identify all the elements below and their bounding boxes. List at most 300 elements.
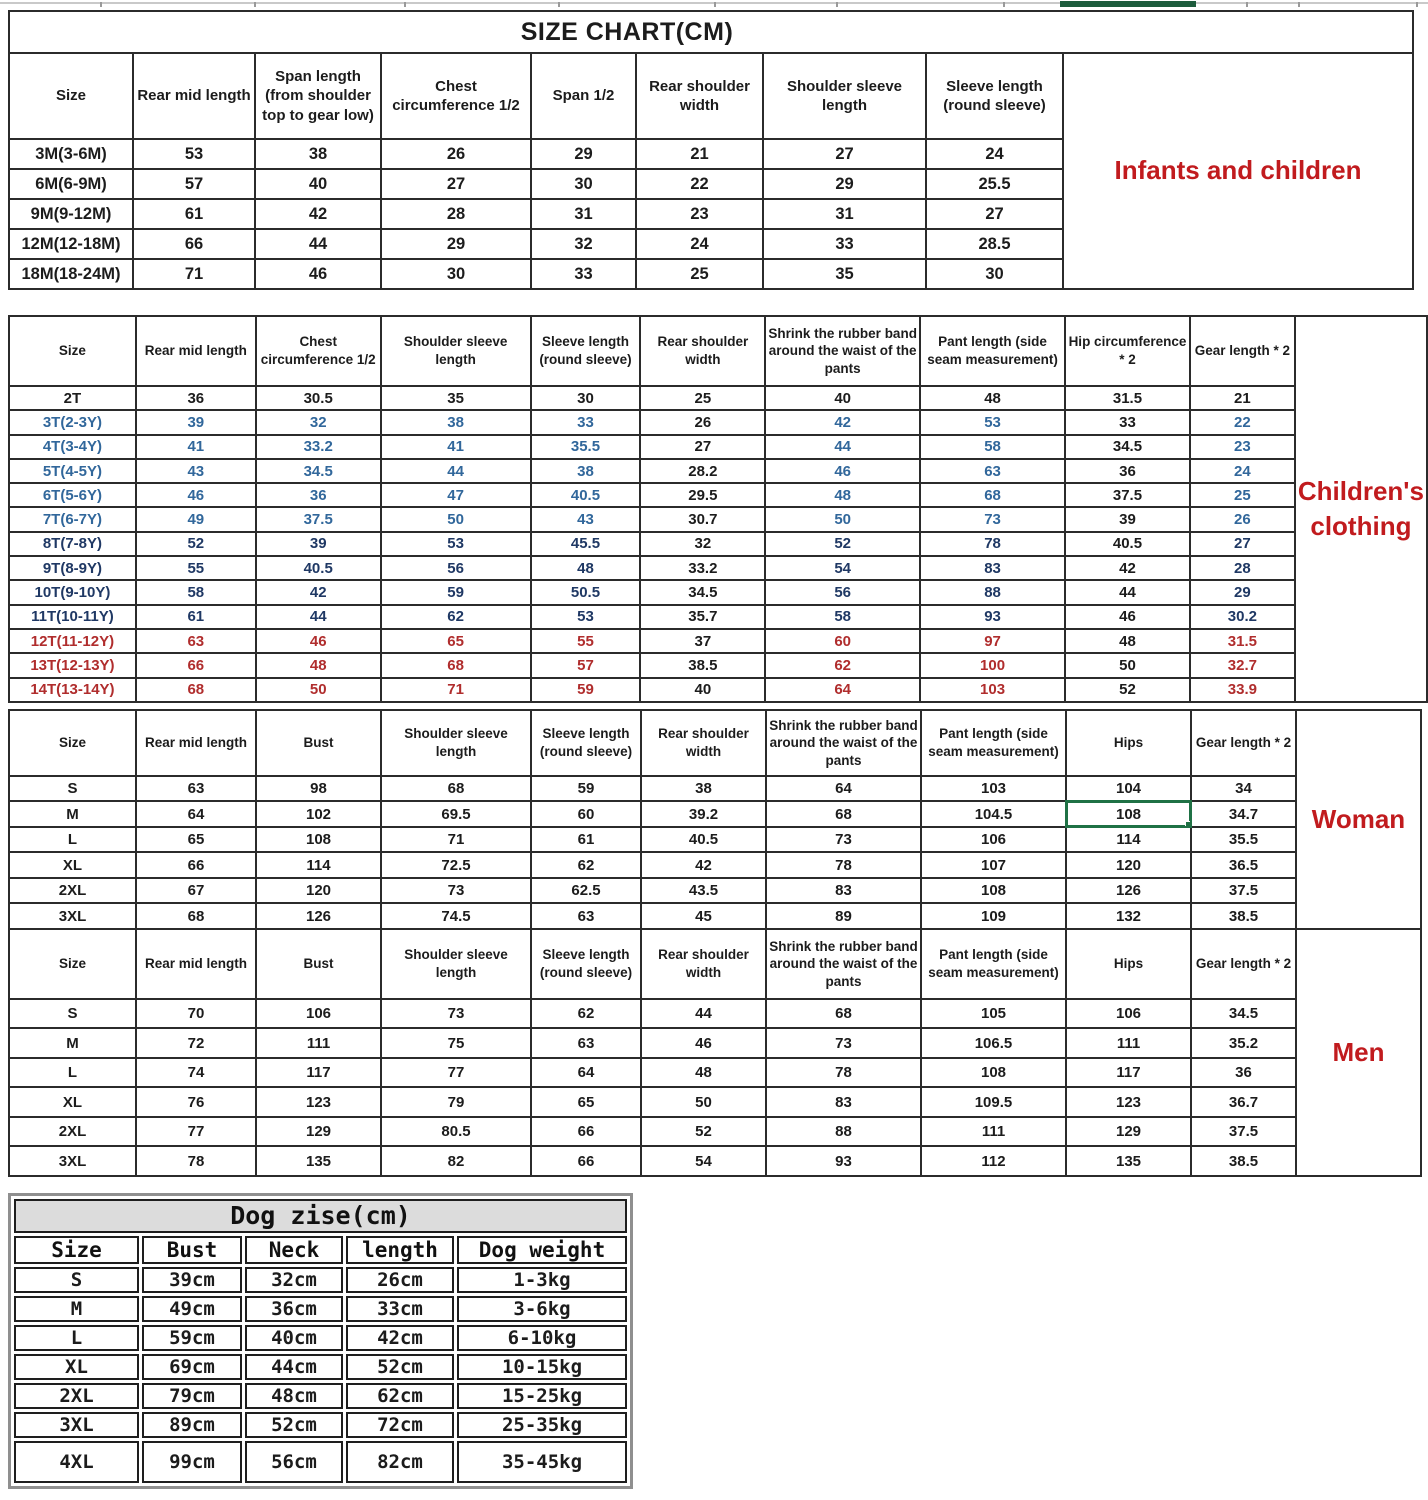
- value-cell: 108: [256, 827, 381, 853]
- value-cell: 48: [641, 1058, 766, 1088]
- row-size-cell: 3XL: [14, 1412, 139, 1438]
- gridline-tick: [836, 2, 838, 7]
- value-cell: 21: [1190, 386, 1295, 410]
- value-cell: 10-15kg: [457, 1354, 627, 1380]
- value-cell: 62: [531, 999, 641, 1029]
- row-size-cell: 3T(2-3Y): [9, 410, 136, 434]
- value-cell: 64: [531, 1058, 641, 1088]
- value-cell: 35.7: [640, 605, 765, 629]
- value-cell: 36: [256, 483, 381, 507]
- value-cell: 58: [920, 435, 1065, 459]
- row-size-cell: 3XL: [9, 1146, 136, 1176]
- value-cell: 106: [256, 999, 381, 1029]
- table-row: [9, 580, 1427, 604]
- category-label: Children's clothing: [1295, 316, 1427, 702]
- value-cell: 50.5: [531, 580, 641, 604]
- value-cell: 28: [381, 199, 531, 229]
- table-row: [9, 386, 1427, 410]
- dog-size-table: [8, 1193, 633, 1489]
- value-cell: 70: [136, 999, 256, 1029]
- value-cell: 43: [136, 459, 256, 483]
- table-row: [14, 1267, 627, 1293]
- value-cell: 43.5: [641, 878, 766, 904]
- value-cell: 65: [531, 1087, 641, 1117]
- column-header: Pant length (side seam measurement): [921, 929, 1066, 999]
- value-cell: 25: [636, 259, 763, 289]
- value-cell: 77: [381, 1058, 531, 1088]
- value-cell: 40: [765, 386, 920, 410]
- value-cell: 66: [531, 1146, 641, 1176]
- value-cell: 32: [256, 410, 381, 434]
- value-cell: 34.5: [256, 459, 381, 483]
- value-cell: 98: [256, 776, 381, 802]
- value-cell: 33: [1065, 410, 1190, 434]
- value-cell: 46: [1065, 605, 1190, 629]
- value-cell: 44: [256, 605, 381, 629]
- value-cell: 59cm: [142, 1325, 242, 1351]
- value-cell: 74: [136, 1058, 256, 1088]
- value-cell: 135: [1066, 1146, 1191, 1176]
- value-cell: 28: [1190, 556, 1295, 580]
- value-cell: 38: [641, 776, 766, 802]
- table-row: [14, 1441, 627, 1483]
- column-header: Shoulder sleeve length: [381, 929, 531, 999]
- value-cell: 62cm: [346, 1383, 454, 1409]
- value-cell: 129: [256, 1117, 381, 1147]
- table-row: [9, 1087, 1421, 1117]
- value-cell: 60: [765, 629, 920, 653]
- value-cell: 38.5: [1191, 903, 1296, 929]
- value-cell: 65: [381, 629, 531, 653]
- value-cell: 102: [256, 801, 381, 827]
- value-cell: 71: [381, 678, 531, 702]
- row-size-cell: XL: [14, 1354, 139, 1380]
- value-cell: 33: [763, 229, 926, 259]
- category-label: Infants and children: [1063, 53, 1413, 289]
- value-cell: 62.5: [531, 878, 641, 904]
- value-cell: 44: [765, 435, 920, 459]
- row-size-cell: 14T(13-14Y): [9, 678, 136, 702]
- column-header: Sleeve length (round sleeve): [926, 53, 1063, 139]
- value-cell: 78: [136, 1146, 256, 1176]
- row-size-cell: 2XL: [14, 1383, 139, 1409]
- value-cell: 50: [381, 507, 531, 531]
- table-row: [9, 1028, 1421, 1058]
- value-cell: 111: [256, 1028, 381, 1058]
- value-cell: 57: [531, 653, 641, 677]
- value-cell: 27: [640, 435, 765, 459]
- value-cell: 39: [1065, 507, 1190, 531]
- table-row: [9, 410, 1427, 434]
- column-header: Rear shoulder width: [640, 316, 765, 386]
- value-cell: 6-10kg: [457, 1325, 627, 1351]
- value-cell: 48: [920, 386, 1065, 410]
- table-row: [9, 629, 1427, 653]
- value-cell: 52cm: [245, 1412, 343, 1438]
- row-size-cell: 11T(10-11Y): [9, 605, 136, 629]
- value-cell: 62: [381, 605, 531, 629]
- value-cell: 64: [766, 776, 921, 802]
- value-cell: 103: [920, 678, 1065, 702]
- value-cell: 50: [765, 507, 920, 531]
- value-cell: 78: [920, 532, 1065, 556]
- value-cell: 55: [531, 629, 641, 653]
- table-row: [9, 999, 1421, 1029]
- gridline-tick: [404, 2, 406, 7]
- value-cell: 63: [136, 629, 256, 653]
- row-size-cell: 2XL: [9, 878, 136, 904]
- value-cell: 71: [133, 259, 255, 289]
- column-header: Rear mid length: [136, 316, 256, 386]
- value-cell: 57: [133, 169, 255, 199]
- value-cell: 76: [136, 1087, 256, 1117]
- value-cell: 33: [531, 259, 636, 289]
- value-cell: 68: [136, 678, 256, 702]
- value-cell: 50: [641, 1087, 766, 1117]
- column-header: Sleeve length (round sleeve): [531, 316, 641, 386]
- table-row: [9, 1117, 1421, 1147]
- value-cell: 123: [256, 1087, 381, 1117]
- value-cell: 120: [256, 878, 381, 904]
- value-cell: 41: [381, 435, 531, 459]
- value-cell: 66: [136, 852, 256, 878]
- value-cell: 24: [926, 139, 1063, 169]
- value-cell: 108: [921, 1058, 1066, 1088]
- value-cell: 32: [640, 532, 765, 556]
- row-size-cell: L: [9, 1058, 136, 1088]
- column-header: Span 1/2: [531, 53, 636, 139]
- table-row: [9, 653, 1427, 677]
- value-cell: 123: [1066, 1087, 1191, 1117]
- column-header: Bust: [142, 1236, 242, 1264]
- value-cell: 46: [255, 259, 381, 289]
- value-cell: 120: [1066, 852, 1191, 878]
- value-cell: 36: [1065, 459, 1190, 483]
- category-label: Woman: [1296, 710, 1421, 929]
- column-header: Size: [9, 929, 136, 999]
- row-size-cell: 2XL: [9, 1117, 136, 1147]
- value-cell: 65: [136, 827, 256, 853]
- value-cell: 42: [255, 199, 381, 229]
- column-header: Rear mid length: [136, 710, 256, 776]
- value-cell: 55: [136, 556, 256, 580]
- value-cell: 36cm: [245, 1296, 343, 1322]
- table-row: [9, 678, 1427, 702]
- value-cell: 38: [381, 410, 531, 434]
- value-cell: 36: [1191, 1058, 1296, 1088]
- gridline-tick: [1298, 2, 1300, 7]
- title-row: [14, 1199, 627, 1233]
- table-row: [14, 1383, 627, 1409]
- row-size-cell: 13T(12-13Y): [9, 653, 136, 677]
- gridline-tick: [1003, 2, 1005, 7]
- value-cell: 83: [920, 556, 1065, 580]
- row-size-cell: 8T(7-8Y): [9, 532, 136, 556]
- value-cell: 104.5: [921, 801, 1066, 827]
- value-cell: 29: [763, 169, 926, 199]
- table-row: [9, 459, 1427, 483]
- row-size-cell: S: [9, 999, 136, 1029]
- value-cell: 3-6kg: [457, 1296, 627, 1322]
- row-size-cell: 4T(3-4Y): [9, 435, 136, 459]
- value-cell: 88: [766, 1117, 921, 1147]
- value-cell: 88: [920, 580, 1065, 604]
- column-header: Rear shoulder width: [641, 710, 766, 776]
- value-cell: 32.7: [1190, 653, 1295, 677]
- row-size-cell: M: [14, 1296, 139, 1322]
- value-cell: 44: [1065, 580, 1190, 604]
- value-cell: 35: [381, 386, 531, 410]
- infants-and-children-size-table: [8, 10, 1414, 290]
- value-cell: 63: [920, 459, 1065, 483]
- value-cell: 53: [531, 605, 641, 629]
- column-header: Size: [9, 710, 136, 776]
- value-cell: 73: [766, 1028, 921, 1058]
- value-cell: 34.5: [1065, 435, 1190, 459]
- value-cell: 99cm: [142, 1441, 242, 1483]
- value-cell: 89: [766, 903, 921, 929]
- value-cell: 93: [766, 1146, 921, 1176]
- column-header: Rear mid length: [133, 53, 255, 139]
- row-size-cell: 9M(9-12M): [9, 199, 133, 229]
- title-row: [9, 11, 1413, 53]
- value-cell: 30: [381, 259, 531, 289]
- value-cell: 129: [1066, 1117, 1191, 1147]
- row-size-cell: L: [14, 1325, 139, 1351]
- column-header: Sleeve length (round sleeve): [531, 710, 641, 776]
- value-cell: 21: [636, 139, 763, 169]
- column-header: Gear length * 2: [1190, 316, 1295, 386]
- value-cell: 40.5: [256, 556, 381, 580]
- gridline-tick: [1416, 2, 1418, 7]
- column-header: Rear shoulder width: [636, 53, 763, 139]
- value-cell: 56cm: [245, 1441, 343, 1483]
- value-cell: 40cm: [245, 1325, 343, 1351]
- column-header: Chest circumference 1/2: [256, 316, 381, 386]
- value-cell: 35.5: [1191, 827, 1296, 853]
- value-cell: 58: [765, 605, 920, 629]
- column-header: Shrink the rubber band around the waist of the pants: [765, 316, 920, 386]
- value-cell: 42: [1065, 556, 1190, 580]
- value-cell: 22: [1190, 410, 1295, 434]
- value-cell: 59: [381, 580, 531, 604]
- value-cell: 68: [381, 776, 531, 802]
- row-size-cell: S: [9, 776, 136, 802]
- table-row: [9, 903, 1421, 929]
- value-cell: 66: [133, 229, 255, 259]
- value-cell: 40: [255, 169, 381, 199]
- value-cell: 32cm: [245, 1267, 343, 1293]
- value-cell: 34.5: [1191, 999, 1296, 1029]
- row-size-cell: 18M(18-24M): [9, 259, 133, 289]
- row-size-cell: 3XL: [9, 903, 136, 929]
- size-chart-title: SIZE CHART(CM): [9, 11, 1413, 53]
- value-cell: 56: [765, 580, 920, 604]
- row-size-cell: 5T(4-5Y): [9, 459, 136, 483]
- column-header: Shrink the rubber band around the waist of the pants: [766, 710, 921, 776]
- value-cell: 31.5: [1065, 386, 1190, 410]
- value-cell: 49cm: [142, 1296, 242, 1322]
- gridline-tick: [100, 2, 102, 7]
- value-cell: 52: [1065, 678, 1190, 702]
- value-cell: 60: [531, 801, 641, 827]
- value-cell: 73: [920, 507, 1065, 531]
- value-cell: 73: [766, 827, 921, 853]
- value-cell: 109: [921, 903, 1066, 929]
- column-header: Size: [9, 316, 136, 386]
- value-cell: 30: [531, 169, 636, 199]
- table-row: [14, 1296, 627, 1322]
- value-cell: 82cm: [346, 1441, 454, 1483]
- value-cell: 30: [926, 259, 1063, 289]
- value-cell: 42: [641, 852, 766, 878]
- value-cell: 25.5: [926, 169, 1063, 199]
- value-cell: 47: [381, 483, 531, 507]
- woman-and-men-size-table: [8, 709, 1422, 1177]
- value-cell: 35-45kg: [457, 1441, 627, 1483]
- value-cell: 63: [531, 1028, 641, 1058]
- value-cell: 63: [531, 903, 641, 929]
- value-cell: 112: [921, 1146, 1066, 1176]
- column-header: Hips: [1066, 929, 1191, 999]
- value-cell: 40.5: [1065, 532, 1190, 556]
- value-cell: 111: [1066, 1028, 1191, 1058]
- column-header: Pant length (side seam measurement): [920, 316, 1065, 386]
- value-cell: 83: [766, 1087, 921, 1117]
- table-row: [9, 878, 1421, 904]
- value-cell: 79: [381, 1087, 531, 1117]
- value-cell: 44cm: [245, 1354, 343, 1380]
- value-cell: 61: [136, 605, 256, 629]
- column-header: Sleeve length (round sleeve): [531, 929, 641, 999]
- sheet-top-gridline: [0, 2, 1428, 9]
- value-cell: 36.5: [1191, 852, 1296, 878]
- table-row: [9, 776, 1421, 802]
- value-cell: 72.5: [381, 852, 531, 878]
- value-cell: 108: [921, 878, 1066, 904]
- value-cell: 100: [920, 653, 1065, 677]
- value-cell: 46: [765, 459, 920, 483]
- value-cell: 38: [255, 139, 381, 169]
- value-cell: 39cm: [142, 1267, 242, 1293]
- value-cell: 48: [765, 483, 920, 507]
- value-cell: 29.5: [640, 483, 765, 507]
- column-header: Shoulder sleeve length: [381, 316, 531, 386]
- value-cell: 114: [1066, 827, 1191, 853]
- value-cell: 48cm: [245, 1383, 343, 1409]
- table-row: [14, 1412, 627, 1438]
- value-cell: 36: [136, 386, 256, 410]
- value-cell: 62: [531, 852, 641, 878]
- value-cell: 30.7: [640, 507, 765, 531]
- value-cell: 27: [763, 139, 926, 169]
- value-cell: 72: [136, 1028, 256, 1058]
- value-cell: 32: [531, 229, 636, 259]
- table-row: [9, 827, 1421, 853]
- value-cell: 33.2: [256, 435, 381, 459]
- value-cell: 39.2: [641, 801, 766, 827]
- value-cell: 25-35kg: [457, 1412, 627, 1438]
- table-row: [9, 435, 1427, 459]
- value-cell: 25: [640, 386, 765, 410]
- value-cell: 38.5: [640, 653, 765, 677]
- value-cell: 40: [640, 678, 765, 702]
- row-size-cell: XL: [9, 852, 136, 878]
- value-cell: 103: [921, 776, 1066, 802]
- column-header: Gear length * 2: [1191, 929, 1296, 999]
- column-header: Hips: [1066, 710, 1191, 776]
- value-cell: 33: [531, 410, 641, 434]
- row-size-cell: 4XL: [14, 1441, 139, 1483]
- childrens-clothing-size-table: [8, 315, 1428, 703]
- value-cell: 24: [636, 229, 763, 259]
- row-size-cell: 3M(3-6M): [9, 139, 133, 169]
- value-cell: 62: [765, 653, 920, 677]
- value-cell: 89cm: [142, 1412, 242, 1438]
- value-cell: 79cm: [142, 1383, 242, 1409]
- value-cell: 53: [920, 410, 1065, 434]
- value-cell: 31: [531, 199, 636, 229]
- row-size-cell: 7T(6-7Y): [9, 507, 136, 531]
- value-cell: 73: [381, 999, 531, 1029]
- value-cell: 54: [641, 1146, 766, 1176]
- value-cell: 27: [926, 199, 1063, 229]
- value-cell: 68: [766, 801, 921, 827]
- value-cell: 50: [1065, 653, 1190, 677]
- value-cell: 63: [136, 776, 256, 802]
- row-size-cell: M: [9, 1028, 136, 1058]
- value-cell: 53: [133, 139, 255, 169]
- value-cell: 23: [636, 199, 763, 229]
- value-cell: 117: [1066, 1058, 1191, 1088]
- header-row: [9, 929, 1421, 999]
- value-cell: 35.5: [531, 435, 641, 459]
- gridline-tick: [254, 2, 256, 7]
- value-cell: 80.5: [381, 1117, 531, 1147]
- value-cell: 44: [381, 459, 531, 483]
- value-cell: 36.7: [1191, 1087, 1296, 1117]
- row-size-cell: 12M(12-18M): [9, 229, 133, 259]
- value-cell: 135: [256, 1146, 381, 1176]
- row-size-cell: 12T(11-12Y): [9, 629, 136, 653]
- value-cell: 109.5: [921, 1087, 1066, 1117]
- column-header: Shoulder sleeve length: [763, 53, 926, 139]
- value-cell: 30: [531, 386, 641, 410]
- value-cell: 132: [1066, 903, 1191, 929]
- value-cell: 114: [256, 852, 381, 878]
- value-cell: 44: [641, 999, 766, 1029]
- value-cell: 25: [1190, 483, 1295, 507]
- value-cell: 106: [1066, 999, 1191, 1029]
- value-cell: 34.7: [1191, 801, 1296, 827]
- value-cell: 45.5: [531, 532, 641, 556]
- value-cell: 39: [136, 410, 256, 434]
- value-cell: 126: [256, 903, 381, 929]
- value-cell: 28.5: [926, 229, 1063, 259]
- row-size-cell: 10T(9-10Y): [9, 580, 136, 604]
- table-row: [9, 852, 1421, 878]
- selected-cell: 108: [1066, 801, 1191, 827]
- value-cell: 64: [765, 678, 920, 702]
- header-row: [14, 1236, 627, 1264]
- value-cell: 26: [1190, 507, 1295, 531]
- header-row: [9, 710, 1421, 776]
- value-cell: 77: [136, 1117, 256, 1147]
- column-header: Bust: [256, 710, 381, 776]
- value-cell: 37.5: [1065, 483, 1190, 507]
- value-cell: 44: [255, 229, 381, 259]
- table-row: [9, 605, 1427, 629]
